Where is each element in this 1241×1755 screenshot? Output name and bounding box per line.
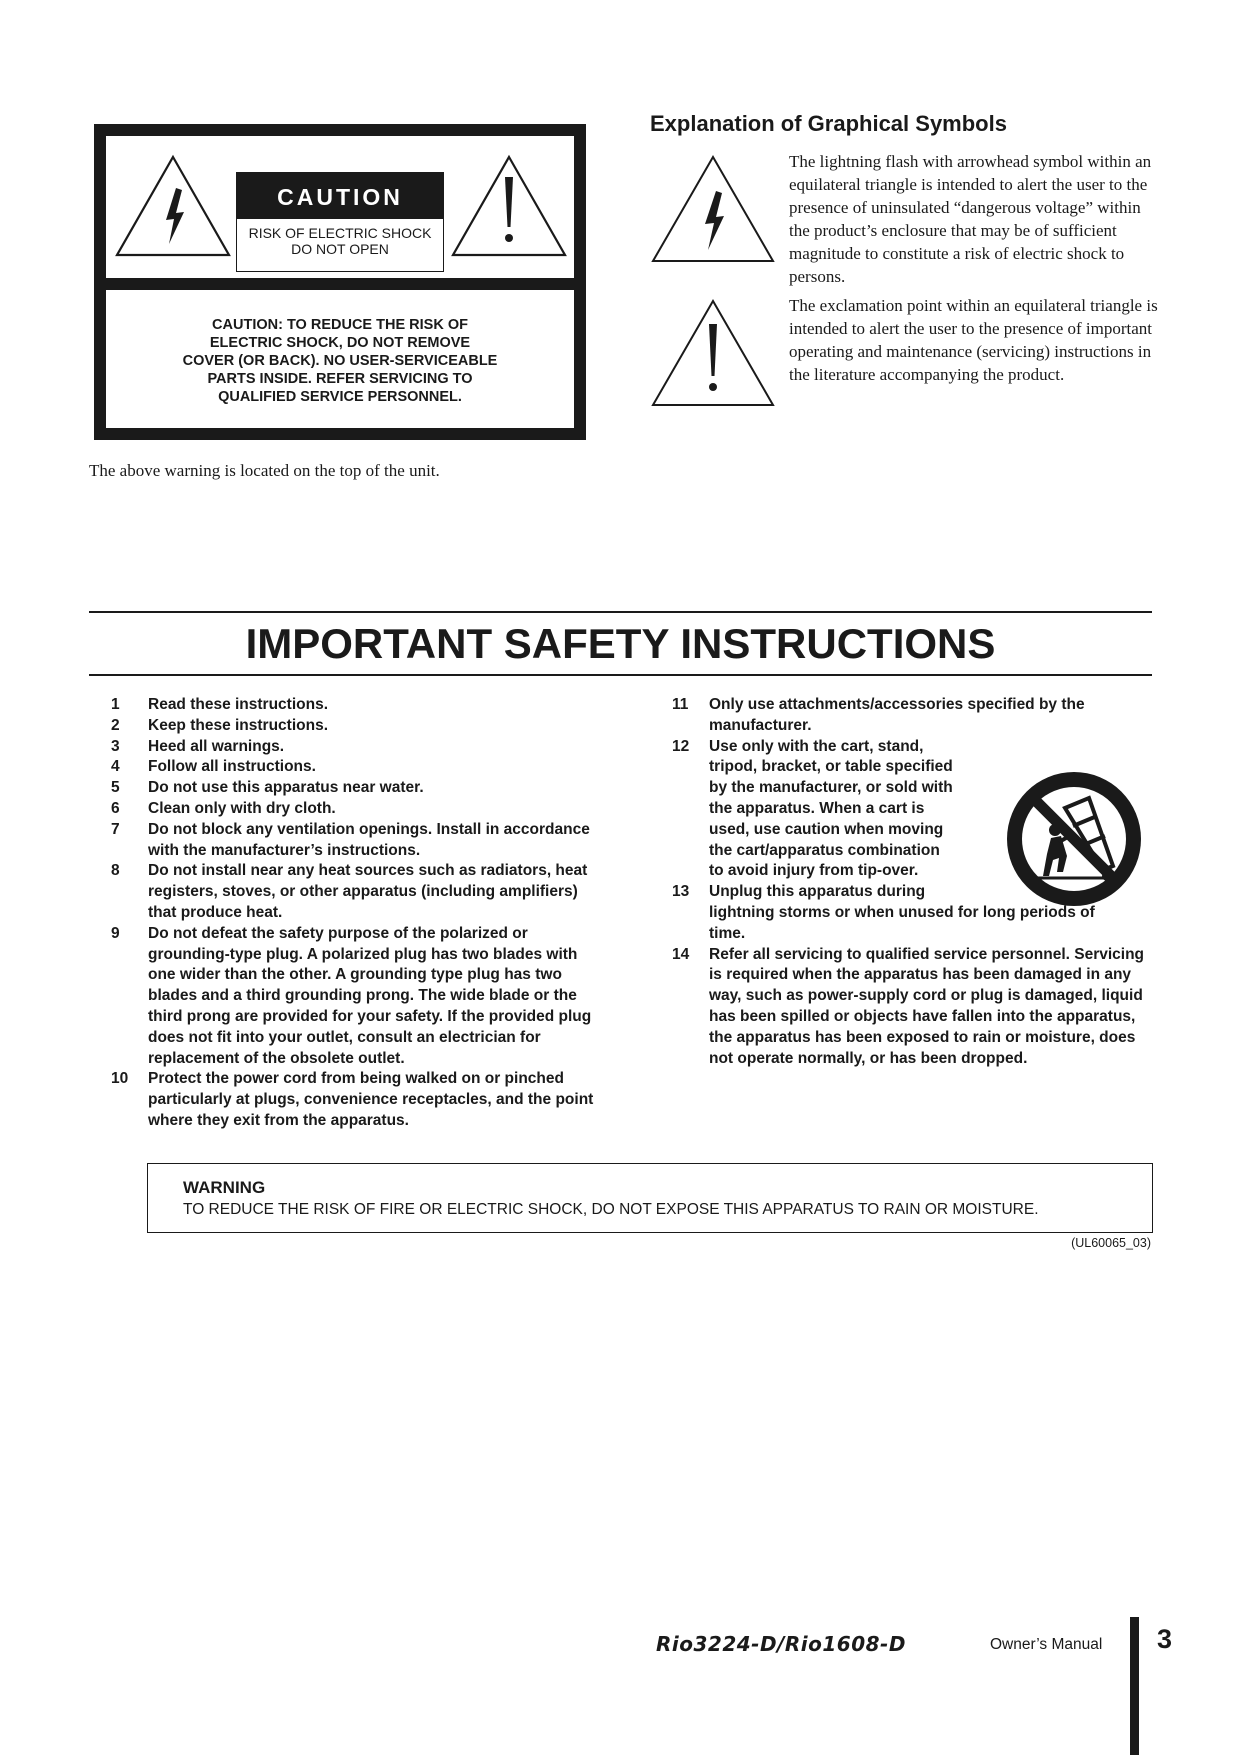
item-text: Heed all warnings. [148,737,285,755]
page-number: 3 [1157,1624,1173,1654]
item-text-line: lightning storms or when unused for long periods of [709,903,1095,921]
item-number: 6 [111,799,120,817]
item-text: Do not use this apparatus near water. [148,779,424,797]
lightning-explanation: The lightning flash with arrowhead symbol within an equilateral triangle is intended to alert the user to the presence of uninsulated “dangerous voltage” within the product’s enclosure that may be of sufficient magnitude to constitute a risk of electric shock to persons. [789,152,1152,286]
item-text: Only use attachments/accessories specified by the manufacturer. [709,696,1085,734]
caution-body-line: COVER (OR BACK). NO USER-SERVICEABLE [182,353,498,369]
caution-body-line: CAUTION: TO REDUCE THE RISK OF [212,317,468,333]
item-text: Do not defeat the safety purpose of the polarized or grounding-type plug. A polarized plug has two blades with one wider than the other. A grounding type plug has two blades and a third grounding prong. The wide blade or the third prong are provided for your safety. If the provided plug does not fit into your outlet, consult an electrician for replacement of the obsolete outlet. [148,924,592,1067]
safety-item [111,695,596,716]
item-number: 3 [111,737,120,755]
caution-subtitle-line: RISK OF ELECTRIC SHOCK [248,225,432,241]
warning-title: WARNING [183,1178,266,1197]
item-number: 11 [672,696,689,713]
safety-item [111,924,596,1070]
lightning-symbol-icon [650,154,776,264]
footer-manual-label: Owner’s Manual [990,1636,1103,1653]
item-number: 12 [672,737,690,755]
location-note: The above warning is located on the top of the unit. [89,461,440,480]
item-number: 2 [111,716,120,734]
item-text: Keep these instructions. [148,716,329,734]
safety-item [672,945,1152,1070]
caution-title: CAUTION [237,173,443,219]
item-text-line: time. [709,924,746,942]
caution-center-panel [236,172,444,272]
footer-divider-bar [1130,1617,1139,1755]
warning-text: TO REDUCE THE RISK OF FIRE OR ELECTRIC SHOCK, DO NOT EXPOSE THIS APPARATUS TO RAIN OR MOISTURE. [183,1201,1039,1218]
item-number: 5 [111,779,120,797]
item-number: 9 [111,924,120,942]
safety-item [111,820,596,862]
caution-subtitle-line: DO NOT OPEN [291,241,389,257]
item-text-line: by the manufacturer, or sold with [709,779,953,797]
caution-body-line: PARTS INSIDE. REFER SERVICING TO [207,371,473,387]
caution-label-top [106,136,574,278]
item-text: Refer all servicing to qualified service personnel. Servicing is required when the apparatus has been damaged in any way, such as power-supply cord or plug is damaged, liquid has been spilled or objects have fallen into the apparatus, the apparatus has been exposed to rain or moisture, does not operate normally, or has been dropped. [709,945,1145,1067]
caution-body-line: QUALIFIED SERVICE PERSONNEL. [218,389,462,405]
safety-item [111,778,596,799]
caution-label [94,124,586,440]
exclamation-triangle-icon [450,154,568,258]
warning-box [147,1163,1153,1233]
item-number: 14 [672,945,690,963]
cart-tipover-warning-icon [1003,768,1145,910]
lightning-triangle-icon [114,154,232,258]
item-number: 13 [672,883,690,901]
safety-item [111,1069,596,1131]
caution-label-bottom [106,290,574,428]
item-number: 10 [111,1070,129,1088]
item-text-line: Use only with the cart, stand, [709,737,924,755]
item-number: 8 [111,862,120,880]
item-text-line: to avoid injury from tip-over. [709,862,919,880]
item-text-line: Unplug this apparatus during [709,883,926,901]
title-rule-top [89,611,1152,613]
ul-code: (UL60065_03) [1071,1236,1151,1250]
item-text: Clean only with dry cloth. [148,799,336,817]
item-text-line: tripod, bracket, or table specified [709,758,953,776]
title-rule-bottom [89,674,1152,676]
exclamation-explanation: The exclamation point within an equilateral triangle is intended to alert the user to the presence of important operating and maintenance (servicing) instructions in the literature accompanying the product. [789,296,1158,384]
item-number: 7 [111,820,120,838]
safety-item [111,737,596,758]
item-number: 4 [111,758,120,776]
safety-list-left [111,695,596,1132]
safety-item [111,757,596,778]
safety-item [111,799,596,820]
item-text-line: used, use caution when moving [709,820,944,838]
caution-body-line: ELECTRIC SHOCK, DO NOT REMOVE [209,335,471,351]
explanation-heading: Explanation of Graphical Symbols [650,111,1007,136]
footer-model-name: Rio3224-D/Rio1608-D [656,1632,906,1656]
safety-item [111,716,596,737]
item-text-line: the apparatus. When a cart is [709,799,925,817]
caution-subtitle [237,219,443,257]
item-text: Follow all instructions. [148,758,316,776]
item-number: 1 [111,696,120,713]
item-text-line: the cart/apparatus combination [709,841,940,859]
item-text: Read these instructions. [148,696,329,713]
exclamation-symbol-icon [650,298,776,408]
safety-item [672,695,1152,737]
item-text: Do not install near any heat sources such as radiators, heat registers, stoves, or other apparatus (including amplifiers) that produce heat. [148,862,588,921]
caution-body-text [106,316,574,406]
safety-title: IMPORTANT SAFETY INSTRUCTIONS [245,620,996,667]
item-text: Protect the power cord from being walked on or pinched particularly at plugs, convenience receptacles, and the point where they exit from the apparatus. [148,1070,594,1129]
safety-item [111,861,596,923]
item-text: Do not block any ventilation openings. Install in accordance with the manufacturer’s instructions. [148,820,590,859]
